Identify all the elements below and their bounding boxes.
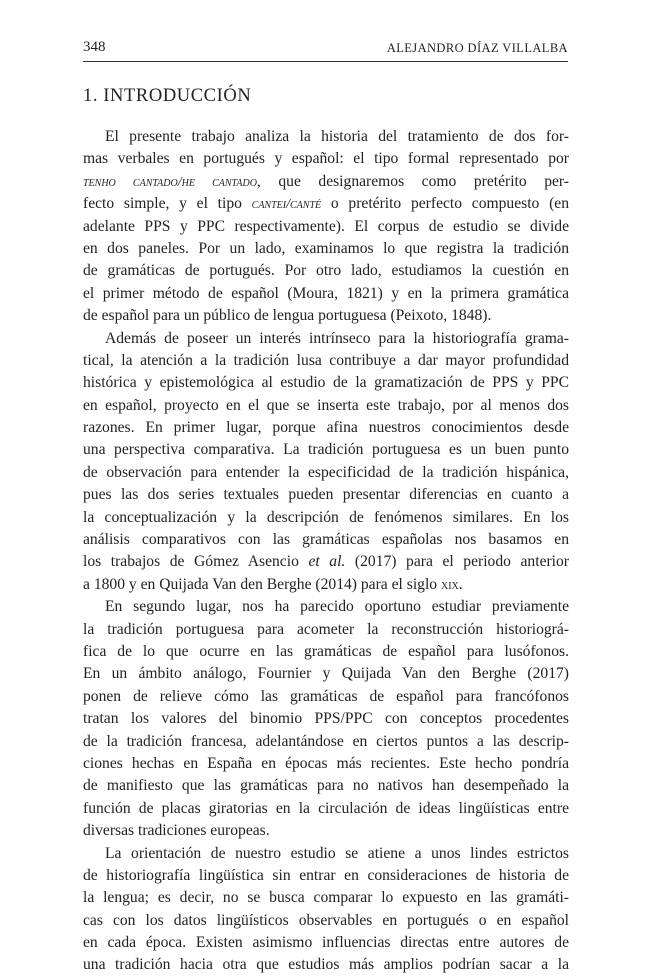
text-line: el primer método de español (Moura, 1821) y en la primera gramática <box>83 284 569 302</box>
text-line: una tradición hacia otra que estudios más amplios podrían sacar a la <box>83 956 569 974</box>
text-line: la conceptualización y la descripción de fenómenos similares. En los <box>83 508 569 526</box>
text-line: de historiografía lingüística sin entrar en consideraciones de historia de <box>83 866 569 884</box>
text-line <box>83 193 569 215</box>
text-line <box>83 551 569 573</box>
text-segment: , que designaremos como pretérito per- <box>256 172 569 190</box>
running-head: ALEJANDRO DÍAZ VILLALBA <box>386 41 568 55</box>
text-line: fica de lo que ocurre en las gramáticas de español para lusófonos. <box>83 642 569 660</box>
text-line <box>83 574 569 596</box>
header-rule <box>83 61 568 62</box>
text-line: Además de poseer un interés intrínseco para la historiografía grama- <box>105 329 569 347</box>
text-line: de español para un público de lengua portuguesa (Peixoto, 1848). <box>83 307 492 325</box>
small-caps-term: tenho cantado/he cantado <box>83 174 257 190</box>
text-line: ponen de relieve cómo las gramáticas de español para francófonos <box>83 687 569 705</box>
page-number: 348 <box>83 39 106 55</box>
text-line: en español, proyecto en el que se inserta este trabajo, por al menos dos <box>83 396 569 414</box>
text-segment: fecto simple, y el tipo <box>83 195 252 213</box>
text-line: de la tradición francesa, adelantándose en ciertos puntos a las descrip- <box>83 732 569 750</box>
text-segment: a 1800 y en Quijada Van den Berghe (2014) para el siglo <box>83 575 441 593</box>
text-segment: los trabajos de Gómez Asencio <box>83 553 309 571</box>
text-line: La orientación de nuestro estudio se atiene a unos lindes estrictos <box>105 844 569 862</box>
small-caps-term: xix <box>441 577 459 593</box>
text-line: tical, la atención a la tradición lusa contribuye a dar mayor profundidad <box>83 351 569 369</box>
text-line: la lengua; es decir, no se busca comparar lo expuesto en las gramáti- <box>83 889 569 907</box>
text-line: análisis comparativos con las gramáticas españolas nos basamos en <box>83 531 569 549</box>
text-line: de observación para entender la especificidad de la tradición hispánica, <box>83 463 569 481</box>
text-line: En segundo lugar, nos ha parecido oportuno estudiar previamente <box>105 598 569 616</box>
text-segment: . <box>458 575 463 593</box>
text-line: cas con los datos lingüísticos observables en portugués o en español <box>83 911 569 929</box>
small-caps-term: cantei/canté <box>251 197 322 213</box>
text-line: diversas tradiciones europeas. <box>83 822 270 840</box>
text-line: razones. En primer lugar, porque afina nuestros conocimientos desde <box>83 419 569 437</box>
text-line: El presente trabajo analiza la historia del tratamiento de dos for- <box>105 128 569 145</box>
text-line: adelante PPS y PPC respectivamente). El corpus de estudio se divide <box>83 217 569 235</box>
italic-term: et al. <box>308 553 346 571</box>
text-line: de gramáticas de portugués. Por otro lado, estudiamos la cuestión en <box>83 262 569 280</box>
page-header <box>83 39 568 63</box>
text-line: la tradición portuguesa para acometer la reconstrucción historiográ- <box>83 620 569 638</box>
text-line: una perspectiva comparativa. La tradición portuguesa es un buen punto <box>83 441 569 459</box>
text-line: de manifiesto que las gramáticas para no nativos han desempeñado la <box>83 777 569 795</box>
text-line: pues las dos series textuales pueden presentar diferencias en cuanto a <box>83 486 569 504</box>
text-segment: (2017) para el periodo anterior <box>345 553 570 571</box>
text-line: en dos paneles. Por un lado, examinamos lo que registra la tradición <box>83 239 569 257</box>
text-line: mas verbales en portugués y español: el tipo formal representado por <box>83 150 569 168</box>
text-line: ciones hechas en España en épocas más recientes. Este hecho pondría <box>83 754 569 772</box>
section-title: 1. INTRODUCCIÓN <box>83 86 252 106</box>
text-line: En un ámbito análogo, Fournier y Quijada Van den Berghe (2017) <box>83 665 569 683</box>
text-line <box>83 171 569 193</box>
text-line: en cada época. Existen asimismo influencias directas entre autores de <box>83 934 569 952</box>
text-line: histórica y epistemológica al estudio de la gramatización de PPS y PPC <box>83 374 569 392</box>
body-text <box>83 126 569 977</box>
text-line: función de placas giratorias en la circulación de ideas lingüísticas entre <box>83 799 569 817</box>
text-line: tratan los valores del binomio PPS/PPC con conceptos procedentes <box>83 710 569 728</box>
text-segment: o pretérito perfecto compuesto (en <box>321 195 569 213</box>
